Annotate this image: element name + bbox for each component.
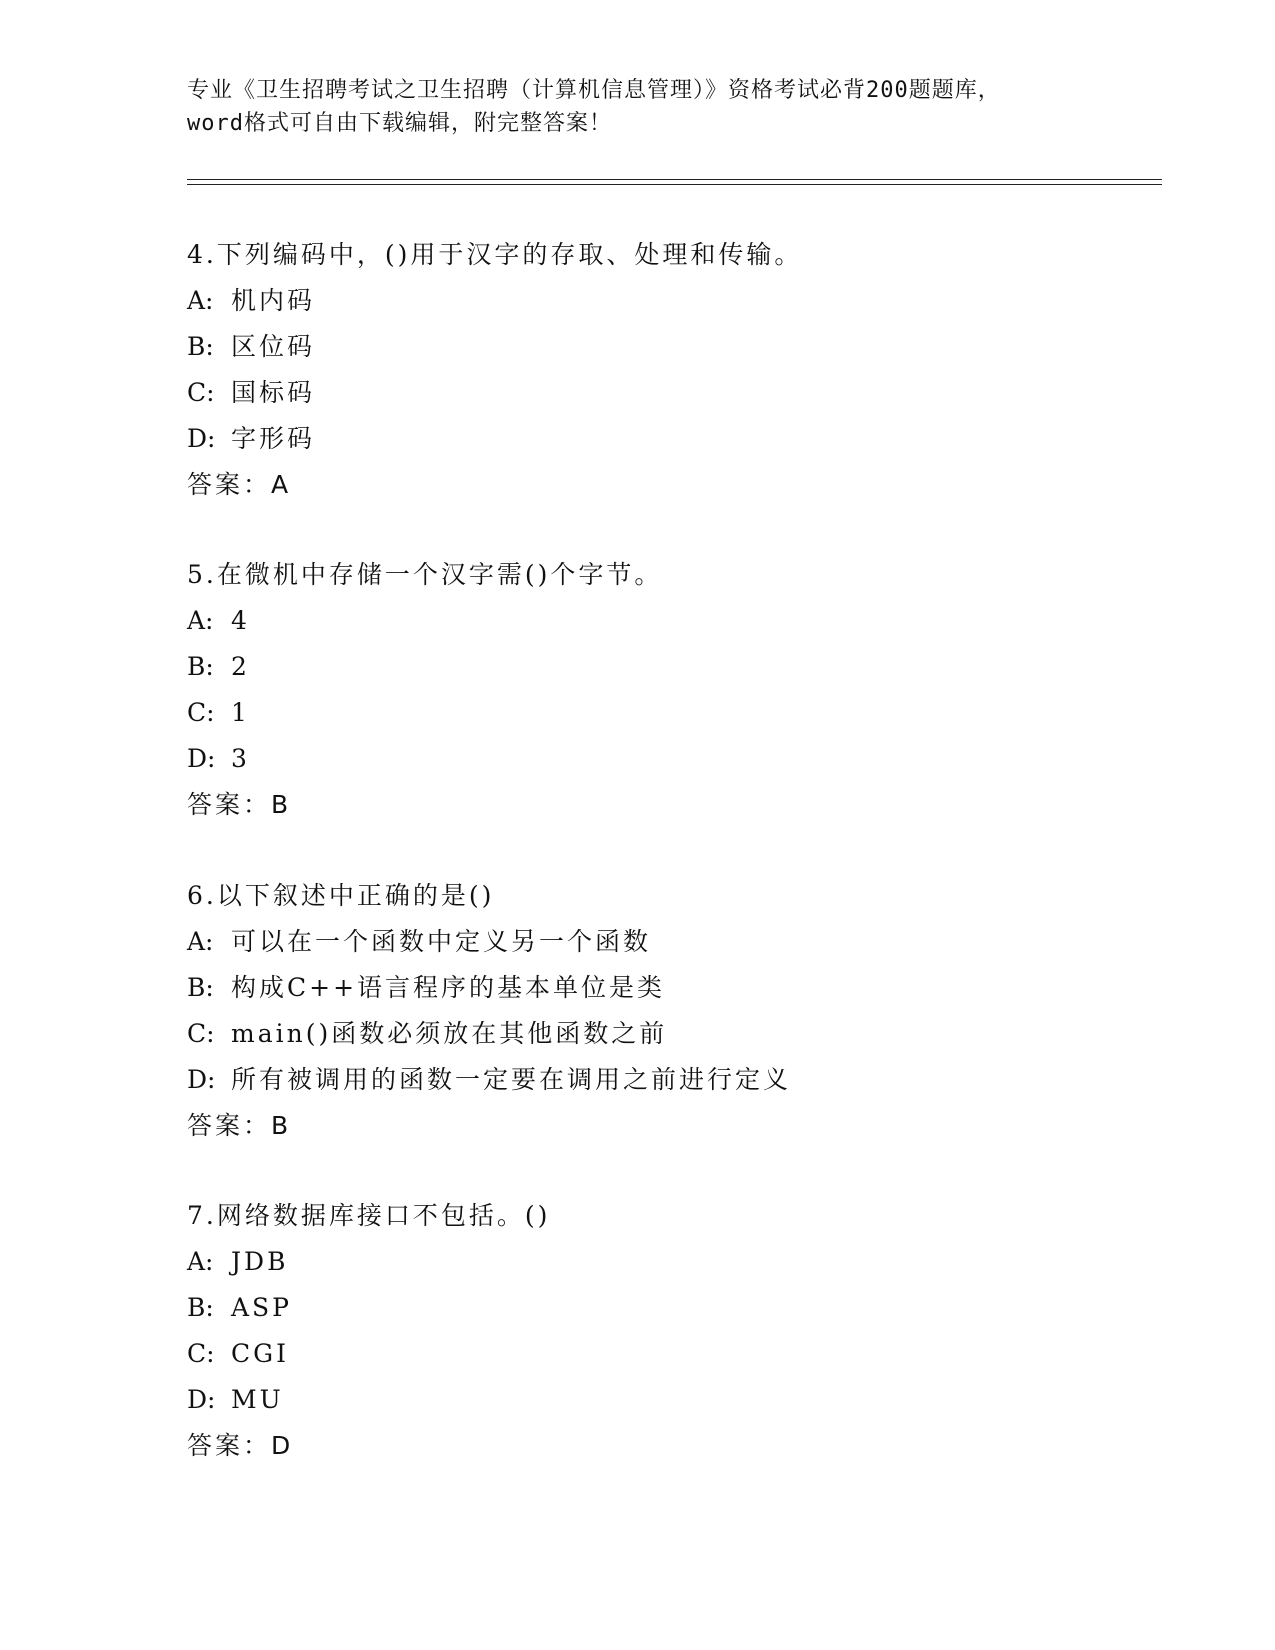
option-c bbox=[187, 1331, 1167, 1377]
answer-value: B bbox=[271, 1111, 290, 1140]
header-line-1: 专业《卫生招聘考试之卫生招聘（计算机信息管理）》资格考试必背200题题库， bbox=[187, 78, 1001, 103]
document-header bbox=[187, 74, 1087, 140]
option-key: C: bbox=[187, 1339, 215, 1368]
option-key: D: bbox=[187, 744, 216, 773]
option-d bbox=[187, 736, 1167, 782]
option-text: 3 bbox=[231, 744, 250, 773]
option-key: D: bbox=[187, 1065, 216, 1094]
answer-value: B bbox=[271, 790, 290, 819]
option-key: A: bbox=[187, 1247, 214, 1276]
question-stem: 4.下列编码中，()用于汉字的存取、处理和传输。 bbox=[187, 240, 803, 269]
answer-line bbox=[187, 462, 1167, 508]
option-text: 字形码 bbox=[231, 424, 316, 453]
option-text: main()函数必须放在其他函数之前 bbox=[231, 1019, 668, 1048]
option-b bbox=[187, 644, 1167, 690]
option-key: C: bbox=[187, 378, 215, 407]
option-text: 构成C++语言程序的基本单位是类 bbox=[231, 973, 666, 1002]
answer-label: 答案： bbox=[187, 1111, 272, 1140]
question-stem: 5.在微机中存储一个汉字需()个字节。 bbox=[187, 560, 663, 589]
question-block bbox=[187, 873, 1167, 1149]
option-text: JDB bbox=[231, 1247, 289, 1276]
option-key: A: bbox=[187, 927, 214, 956]
option-key: C: bbox=[187, 1019, 215, 1048]
header-divider-bottom bbox=[187, 184, 1162, 185]
option-text: 国标码 bbox=[231, 378, 316, 407]
option-key: A: bbox=[187, 606, 214, 635]
option-text: MU bbox=[231, 1385, 284, 1414]
option-c bbox=[187, 1011, 1167, 1057]
option-key: B: bbox=[187, 973, 214, 1002]
option-text: 2 bbox=[231, 652, 250, 681]
option-a bbox=[187, 598, 1167, 644]
answer-value: A bbox=[271, 470, 290, 499]
answer-label: 答案： bbox=[187, 790, 272, 819]
header-line-2: word格式可自由下载编辑，附完整答案！ bbox=[187, 111, 612, 136]
option-text: 区位码 bbox=[231, 332, 316, 361]
option-text: 机内码 bbox=[231, 286, 316, 315]
option-a bbox=[187, 1239, 1167, 1285]
answer-label: 答案： bbox=[187, 470, 272, 499]
question-block bbox=[187, 1193, 1167, 1469]
option-c bbox=[187, 690, 1167, 736]
option-key: B: bbox=[187, 332, 214, 361]
option-text: 1 bbox=[231, 698, 250, 727]
option-key: A: bbox=[187, 286, 214, 315]
option-text: CGI bbox=[231, 1339, 289, 1368]
option-b bbox=[187, 1285, 1167, 1331]
question-block bbox=[187, 552, 1167, 828]
option-key: B: bbox=[187, 1293, 214, 1322]
option-b bbox=[187, 965, 1167, 1011]
option-key: B: bbox=[187, 652, 214, 681]
option-key: D: bbox=[187, 424, 216, 453]
header-divider-top bbox=[187, 179, 1162, 180]
question-stem: 7.网络数据库接口不包括。() bbox=[187, 1201, 551, 1230]
option-d bbox=[187, 416, 1167, 462]
option-b bbox=[187, 324, 1167, 370]
option-text: 可以在一个函数中定义另一个函数 bbox=[231, 927, 652, 956]
option-a bbox=[187, 919, 1167, 965]
option-key: D: bbox=[187, 1385, 216, 1414]
option-text: 所有被调用的函数一定要在调用之前进行定义 bbox=[231, 1065, 792, 1094]
answer-label: 答案： bbox=[187, 1431, 272, 1460]
option-d bbox=[187, 1057, 1167, 1103]
option-d bbox=[187, 1377, 1167, 1423]
answer-line bbox=[187, 1423, 1167, 1469]
option-key: C: bbox=[187, 698, 215, 727]
answer-line bbox=[187, 1103, 1167, 1149]
option-c bbox=[187, 370, 1167, 416]
question-stem: 6.以下叙述中正确的是() bbox=[187, 881, 495, 910]
answer-line bbox=[187, 782, 1167, 828]
option-text: 4 bbox=[231, 606, 250, 635]
option-text: ASP bbox=[231, 1293, 293, 1322]
question-block bbox=[187, 232, 1167, 508]
answer-value: D bbox=[271, 1431, 292, 1460]
option-a bbox=[187, 278, 1167, 324]
